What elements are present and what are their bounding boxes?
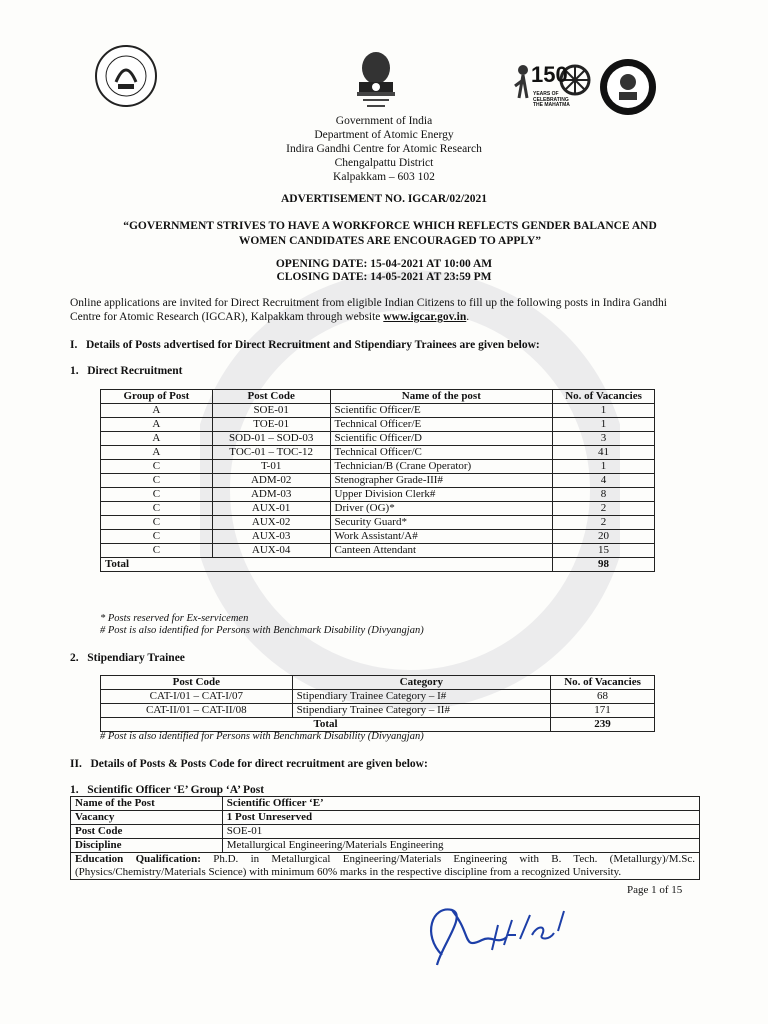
field-label: Discipline xyxy=(71,839,223,853)
group-cell: C xyxy=(101,516,213,530)
page-number: Page 1 of 15 xyxy=(627,884,683,896)
post-name-cell: Technician/B (Crane Operator) xyxy=(330,460,553,474)
post-name-cell: Technical Officer/E xyxy=(330,418,553,432)
column-header: Category xyxy=(292,676,551,690)
vacancies-cell: 68 xyxy=(551,690,655,704)
vacancies-cell: 15 xyxy=(553,544,655,558)
post-name-cell: Scientific Officer/D xyxy=(330,432,553,446)
vacancies-cell: 4 xyxy=(553,474,655,488)
vacancies-cell: 20 xyxy=(553,530,655,544)
vacancies-cell: 1 xyxy=(553,460,655,474)
category-cell: Stipendiary Trainee Category – II# xyxy=(292,704,551,718)
education-qualification xyxy=(71,853,700,880)
post-code-cell: CAT-II/01 – CAT-II/08 xyxy=(101,704,293,718)
post-name-cell: Stenographer Grade-III# xyxy=(330,474,553,488)
post-name-cell: Scientific Officer/E xyxy=(330,404,553,418)
table-row xyxy=(101,544,655,558)
post-name-cell: Upper Division Clerk# xyxy=(330,488,553,502)
intro-paragraph: Online applications are invited for Direct Recruitment from eligible Indian Citizens to fill up the following posts in Indira Gandhi Centre for Atomic Research (IGCAR), Kalpakkam through website www.igcar.gov.in. xyxy=(70,297,667,323)
table-row xyxy=(101,488,655,502)
national-emblem-icon xyxy=(345,48,407,114)
header-line: Kalpakkam – 603 102 xyxy=(333,171,435,183)
total-value: 239 xyxy=(551,718,655,732)
column-header: Group of Post xyxy=(101,390,213,404)
post-code-cell: CAT-I/01 – CAT-I/07 xyxy=(101,690,293,704)
table-total-row xyxy=(101,718,655,732)
group-cell: C xyxy=(101,530,213,544)
table-row xyxy=(101,446,655,460)
intro-text: Online applications are invited for Direct Recruitment from eligible Indian Citizens to fill up the following posts in Indira Gandhi Centre for Atomic Research (IGCAR), Kalpakkam through website xyxy=(70,297,667,323)
table-row xyxy=(71,839,700,853)
group-cell: C xyxy=(101,460,213,474)
post-code-cell: AUX-04 xyxy=(212,544,330,558)
table-total-row xyxy=(101,558,655,572)
post-name-cell: Security Guard* xyxy=(330,516,553,530)
education-text: Ph.D. in Metallurgical Engineering/Materials Engineering with B. Tech. (Metallurgy)/M.Sc. (Physics/Chemistry/Materials Science) with minimum 60% marks in the respective discipline from a recognized University. xyxy=(75,853,695,878)
scientific-officer-table xyxy=(70,796,700,880)
field-label: Post Code xyxy=(71,825,223,839)
group-cell: C xyxy=(101,502,213,516)
post-name-cell: Technical Officer/C xyxy=(330,446,553,460)
igcar-logo-icon xyxy=(94,44,158,108)
group-cell: A xyxy=(101,404,213,418)
post-code-cell: TOE-01 xyxy=(212,418,330,432)
table-row xyxy=(101,530,655,544)
scientific-officer-heading: 1. Scientific Officer ‘E’ Group ‘A’ Post xyxy=(70,784,265,796)
swachh-bharat-logo-icon xyxy=(599,58,657,116)
table-row xyxy=(71,825,700,839)
header-line: Government of India xyxy=(335,115,433,127)
direct-recruitment-heading: 1. Direct Recruitment xyxy=(70,365,183,377)
group-cell: A xyxy=(101,446,213,460)
total-label: Total xyxy=(101,558,553,572)
gandhi-150-logo xyxy=(513,58,591,118)
table-row xyxy=(71,797,700,811)
igcar-website-link[interactable]: www.igcar.gov.in xyxy=(383,311,467,323)
table-row xyxy=(101,704,655,718)
table-row xyxy=(101,474,655,488)
column-header: Post Code xyxy=(212,390,330,404)
table-header-row xyxy=(101,676,655,690)
post-code-cell: ADM-03 xyxy=(212,488,330,502)
post-code-cell: T-01 xyxy=(212,460,330,474)
stipendiary-trainee-heading: 2. Stipendiary Trainee xyxy=(70,652,185,664)
header-line: Indira Gandhi Centre for Atomic Research xyxy=(286,143,482,155)
total-value: 98 xyxy=(553,558,655,572)
group-cell: A xyxy=(101,418,213,432)
table-row xyxy=(101,690,655,704)
opening-date: OPENING DATE: 15-04-2021 AT 10:00 AM xyxy=(275,258,493,270)
table-row xyxy=(101,432,655,446)
vacancies-cell: 171 xyxy=(551,704,655,718)
vacancies-cell: 3 xyxy=(553,432,655,446)
table-row xyxy=(101,418,655,432)
group-cell: C xyxy=(101,488,213,502)
vacancies-cell: 41 xyxy=(553,446,655,460)
gandhi-150-number: 150 xyxy=(531,62,568,87)
field-label: Vacancy xyxy=(71,811,223,825)
closing-date: CLOSING DATE: 14-05-2021 AT 23:59 PM xyxy=(276,271,492,283)
gender-balance-slogan: “GOVERNMENT STRIVES TO HAVE A WORKFORCE WHICH REFLECTS GENDER BALANCE AND WOMEN CANDIDATES ARE ENCOURAGED TO APPLY” xyxy=(123,220,657,247)
post-code-cell: SOD-01 – SOD-03 xyxy=(212,432,330,446)
category-cell: Stipendiary Trainee Category – I# xyxy=(292,690,551,704)
section-2-heading: II. Details of Posts & Posts Code for direct recruitment are given below: xyxy=(70,758,428,770)
header-line: Chengalpattu District xyxy=(334,157,434,169)
divyangjan-note: # Post is also identified for Persons with Benchmark Disability (Divyangjan) xyxy=(100,625,424,636)
column-header: No. of Vacancies xyxy=(551,676,655,690)
vacancies-cell: 2 xyxy=(553,516,655,530)
table-row xyxy=(101,404,655,418)
application-dates xyxy=(0,258,768,284)
post-name-cell: Driver (OG)* xyxy=(330,502,553,516)
post-code-cell: ADM-02 xyxy=(212,474,330,488)
office-address xyxy=(0,114,768,184)
field-value: Metallurgical Engineering/Materials Engineering xyxy=(222,839,699,853)
group-cell: C xyxy=(101,474,213,488)
post-name-cell: Work Assistant/A# xyxy=(330,530,553,544)
table-row xyxy=(71,811,700,825)
section-1-heading: I. Details of Posts advertised for Direct Recruitment and Stipendiary Trainees are given below: xyxy=(70,339,540,351)
field-value: 1 Post Unreserved xyxy=(222,811,699,825)
column-header: No. of Vacancies xyxy=(553,390,655,404)
handwritten-signature xyxy=(412,895,572,975)
divyangjan-note: # Post is also identified for Persons with Benchmark Disability (Divyangjan) xyxy=(100,731,424,742)
direct-recruitment-table xyxy=(100,389,655,572)
ex-servicemen-note: * Posts reserved for Ex-servicemen xyxy=(100,613,249,624)
column-header: Name of the post xyxy=(330,390,553,404)
table-row xyxy=(101,502,655,516)
table-row xyxy=(71,853,700,880)
vacancies-cell: 1 xyxy=(553,418,655,432)
post-code-cell: TOC-01 – TOC-12 xyxy=(212,446,330,460)
column-header: Post Code xyxy=(101,676,293,690)
table-row xyxy=(101,516,655,530)
vacancies-cell: 8 xyxy=(553,488,655,502)
post-code-cell: AUX-01 xyxy=(212,502,330,516)
table-header-row xyxy=(101,390,655,404)
vacancies-cell: 1 xyxy=(553,404,655,418)
field-label: Name of the Post xyxy=(71,797,223,811)
header-line: Department of Atomic Energy xyxy=(314,129,454,141)
table-row xyxy=(101,460,655,474)
vacancies-cell: 2 xyxy=(553,502,655,516)
stipendiary-trainee-table xyxy=(100,675,655,732)
gandhi-150-caption: YEARS OF CELEBRATING THE MAHATMA xyxy=(533,91,570,108)
post-name-cell: Canteen Attendant xyxy=(330,544,553,558)
field-value: Scientific Officer ‘E’ xyxy=(222,797,699,811)
total-label: Total xyxy=(101,718,551,732)
advertisement-number: ADVERTISEMENT NO. IGCAR/02/2021 xyxy=(280,193,488,205)
field-value: SOE-01 xyxy=(222,825,699,839)
group-cell: A xyxy=(101,432,213,446)
education-label: Education Qualification: xyxy=(75,853,201,865)
post-code-cell: AUX-02 xyxy=(212,516,330,530)
post-code-cell: SOE-01 xyxy=(212,404,330,418)
group-cell: C xyxy=(101,544,213,558)
post-code-cell: AUX-03 xyxy=(212,530,330,544)
